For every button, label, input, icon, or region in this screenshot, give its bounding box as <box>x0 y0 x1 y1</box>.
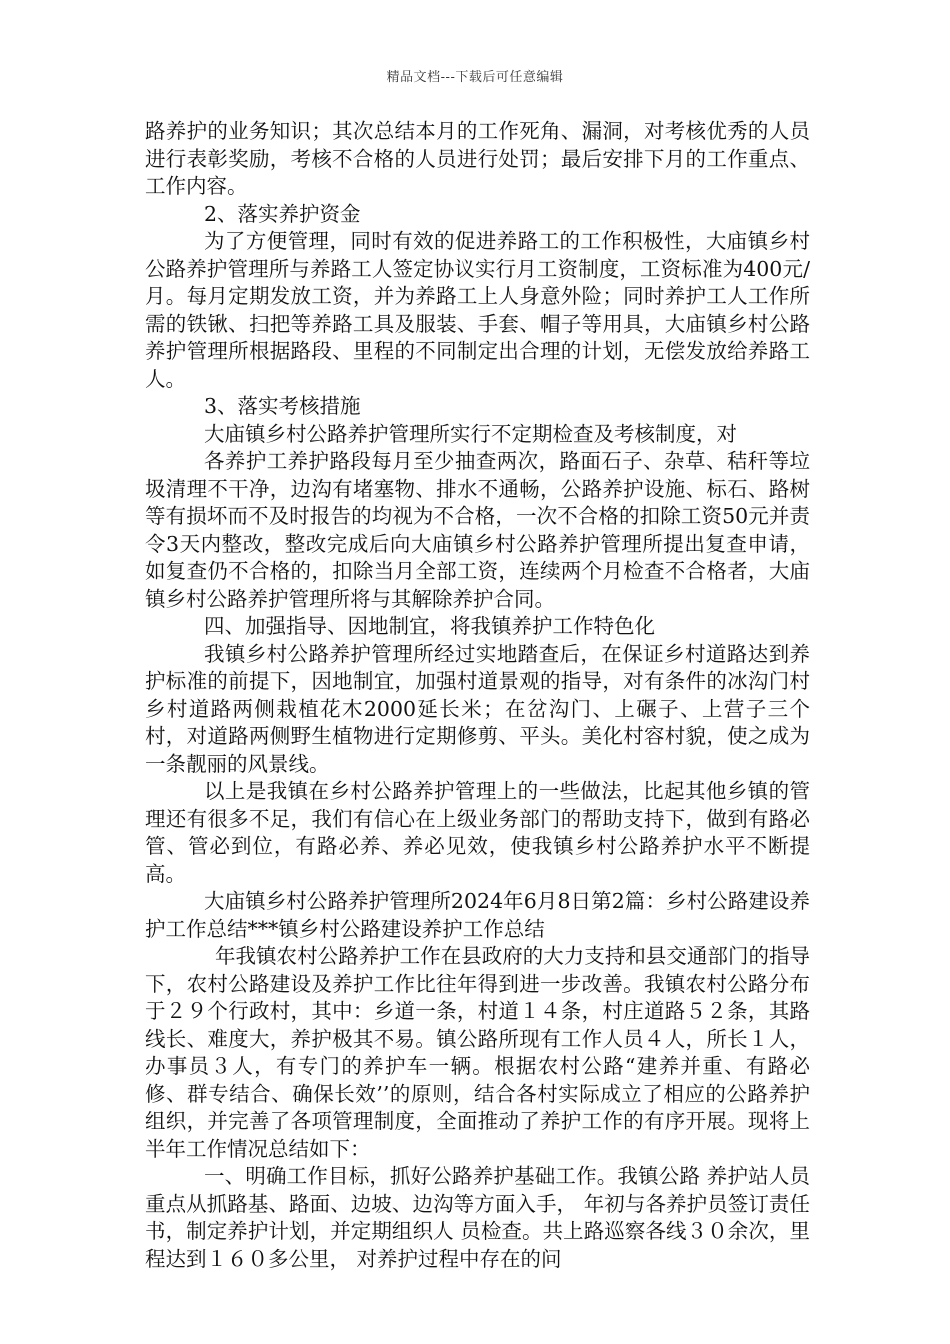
paragraph-continuation: 路养护的业务知识；其次总结本月的工作死角、漏洞，对考核优秀的人员进行表彰奖励，考核不合格的人员进行处罚；最后安排下月的工作重点、工作内容。 <box>145 119 810 198</box>
paragraph-annual-overview: 年我镇农村公路养护工作在县政府的大力支持和县交通部门的指导下，农村公路建设及养护工作比往年得到进一步改善。我镇农村公路分布于２９个行政村，其中：乡道一条，村道１４条，村庄道路５２条，其路线长、难度大，养护极其不易。镇公路所现有工作人员４人，所长１人，办事员３人，有专门的养护车一辆。根据农村公路“建养并重、有路必修、群专结合、确保长效’’的原则，结合各村实际成立了相应的公路养护组织，并完善了各项管理制度，全面推动了养护工作的有序开展。现将上半年工作情况总结如下： <box>145 944 810 1161</box>
section-heading-assessment: 3、落实考核措施 <box>204 394 361 418</box>
section-heading-funding: 2、落实养护资金 <box>204 201 361 226</box>
document-body <box>145 118 810 1273</box>
paragraph-assessment-detail: 各养护工养护路段每月至少抽查两次，路面石子、杂草、秸秆等垃圾清理不干净，边沟有堵塞物、排水不通畅，公路养护设施、标石、路树等有损坏而不及时报告的均视为不合格，一次不合格的扣除工资50元并责令3天内整改，整改完成后向大庙镇乡村公路养护管理所提出复查申请，如复查仍不合格的，扣除当月全部工资，连续两个月检查不合格者，大庙镇乡村公路养护管理所将与其解除养护合同。 <box>145 449 810 611</box>
section-heading-guidance: 四、加强指导、因地制宜，将我镇养护工作特色化 <box>204 614 655 638</box>
page-header: 精品文档---下载后可任意编辑 <box>386 70 564 85</box>
paragraph-guidance: 我镇乡村公路养护管理所经过实地踏查后，在保证乡村道路达到养护标准的前提下，因地制宜，加强村道景观的指导，对有条件的冰沟门村乡村道路两侧栽植花木2000延长米；在岔沟门、上碾子、上营子三个村，对道路两侧野生植物进行定期修剪、平头。美化村容村貌，使之成为一条靓丽的风景线。 <box>145 641 810 776</box>
paragraph-signature-and-title: 大庙镇乡村公路养护管理所2024年6月8日第2篇：乡村公路建设养护工作总结***镇乡村公路建设养护工作总结 <box>145 889 810 941</box>
paragraph-work-goals: 一、明确工作目标，抓好公路养护基础工作。我镇公路 养护站人员重点从抓路基、路面、边坡、边沟等方面入手， 年初与各养护员签订责任书，制定养护计划，并定期组织人 员检查。共上路巡察各线３０余次，里程达到１６０多公里， 对养护过程中存在的问 <box>145 1164 810 1271</box>
paragraph-summary: 以上是我镇在乡村公路养护管理上的一些做法，比起其他乡镇的管理还有很多不足，我们有信心在上级业务部门的帮助支持下，做到有路必管、管必到位，有路必养、养必见效，使我镇乡村公路养护水平不断提高。 <box>145 779 810 886</box>
paragraph-funding: 为了方便管理，同时有效的促进养路工的工作积极性，大庙镇乡村公路养护管理所与养路工人签定协议实行月工资制度，工资标准为400元/月。每月定期发放工资，并为养路工上人身意外险；同时养护工人工作所需的铁锹、扫把等养路工具及服装、手套、帽子等用具，大庙镇乡村公路养护管理所根据路段、里程的不同制定出合理的计划，无偿发放给养路工人。 <box>145 229 810 391</box>
paragraph-assessment-intro: 大庙镇乡村公路养护管理所实行不定期检查及考核制度，对 <box>204 421 737 446</box>
